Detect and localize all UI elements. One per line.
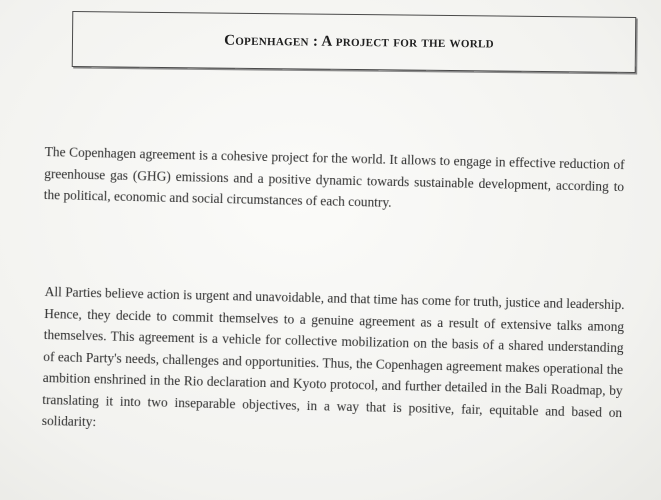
- paragraph-parties: All Parties believe action is urgent and unavoidable, and that time has come for truth, justice and leadership. Hence, they decide to commit themselves to a genuine agreement as a result of extensive talks among themselves. This agreement is a vehicle for collective mobilization on the basis of a shared understanding of each Party's needs, challenges and opportunities. Thus, the Copenhagen agreement makes operational the ambition enshrined in the Rio declaration and Kyoto protocol, and further detailed in the Bali Roadmap, by translating it into two inseparable objectives, in a way that is positive, fair, equitable and based on solidarity:: [41, 284, 625, 430]
- paragraph-intro: The Copenhagen agreement is a cohesive project for the world. It allows to engage in effective reduction of greenhouse gas (GHG) emissions and a positive dynamic towards sustainable development, according to the political, economic and social circumstances of each country.: [43, 144, 625, 211]
- document-title: Copenhagen : A project for the world: [224, 32, 494, 51]
- title-box: [72, 11, 637, 73]
